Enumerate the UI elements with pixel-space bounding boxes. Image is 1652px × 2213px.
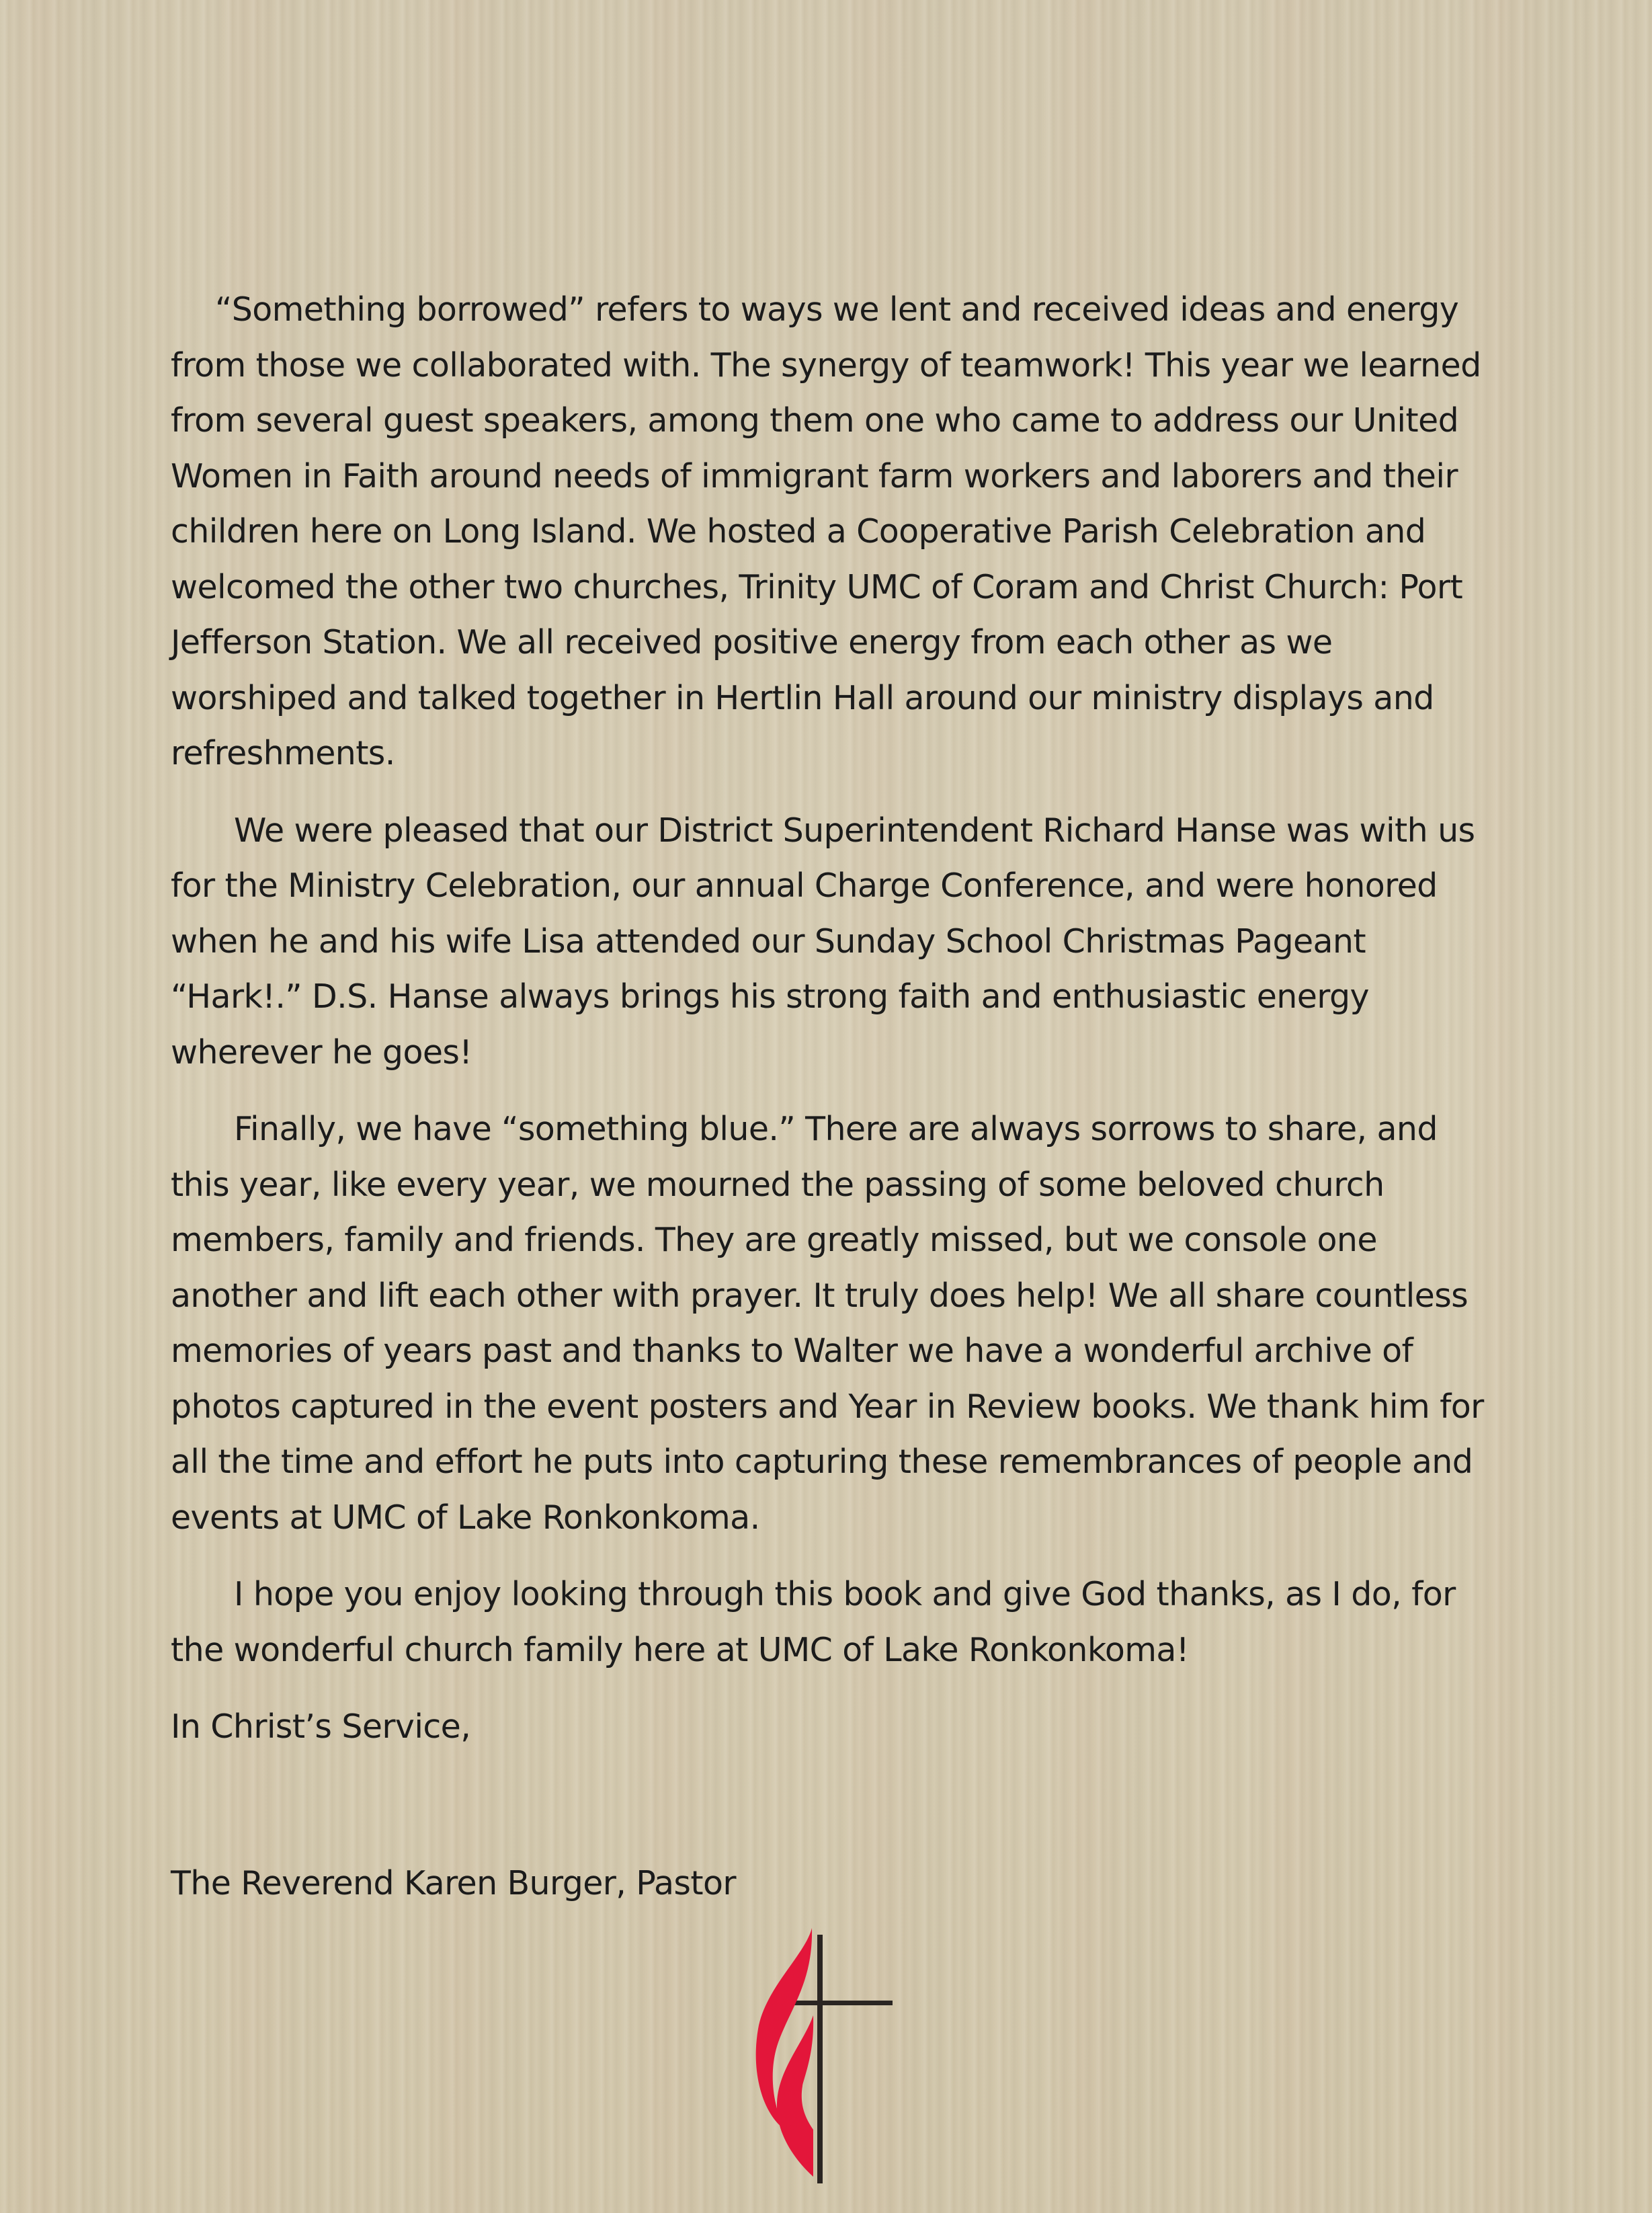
paragraph-district-superintendent: We were pleased that our District Superintendent Richard Hanse was with us for the Ministry Celebration, our annual Charge Conference, and were honored when he and his wife Lisa attended our Sunday School Christmas Pageant “Hark!.” D.S. Hanse always brings his strong faith and enthusiastic energy wherever he goes!	[171, 811, 1475, 1072]
cross-vertical-bar	[817, 1935, 823, 2183]
closing-salutation: In Christ’s Service,	[171, 1707, 471, 1746]
paragraph-something-blue: Finally, we have “something blue.” There are always sorrows to share, and this year, like every year, we mourned the passing of some beloved church members, family and friends. They are greatly missed, but we console one another and lift each other with prayer. It truly does help! We all share countless memories of years past and thanks to Walter we have a wonderful archive of photos captured in the event posters and Year in Review books. We thank him for all the time and effort he puts into capturing these remembrances of people and events at UMC of Lake Ronkonkoma.	[171, 1110, 1484, 1537]
paragraph-closing-wish: I hope you enjoy looking through this book and give God thanks, as I do, for the wonderful church family here at UMC of Lake Ronkonkoma!	[171, 1575, 1456, 1669]
signature-line: The Reverend Karen Burger, Pastor	[171, 1863, 736, 1902]
letter-body	[171, 282, 1488, 1911]
paragraph-something-borrowed: “Something borrowed” refers to ways we lent and received ideas and energy from those we collaborated with. The synergy of teamwork! This year we learned from several guest speakers, among them one who came to address our United Women in Faith around needs of immigrant farm workers and laborers and their children here on Long Island. We hosted a Cooperative Parish Celebration and welcomed the other two churches, Trinity UMC of Coram and Christ Church: Port Jefferson Station. We all received positive energy from each other as we worshiped and talked together in Hertlin Hall around our ministry displays and refreshments.	[171, 290, 1481, 772]
cross-and-flame-icon	[738, 1915, 899, 2190]
